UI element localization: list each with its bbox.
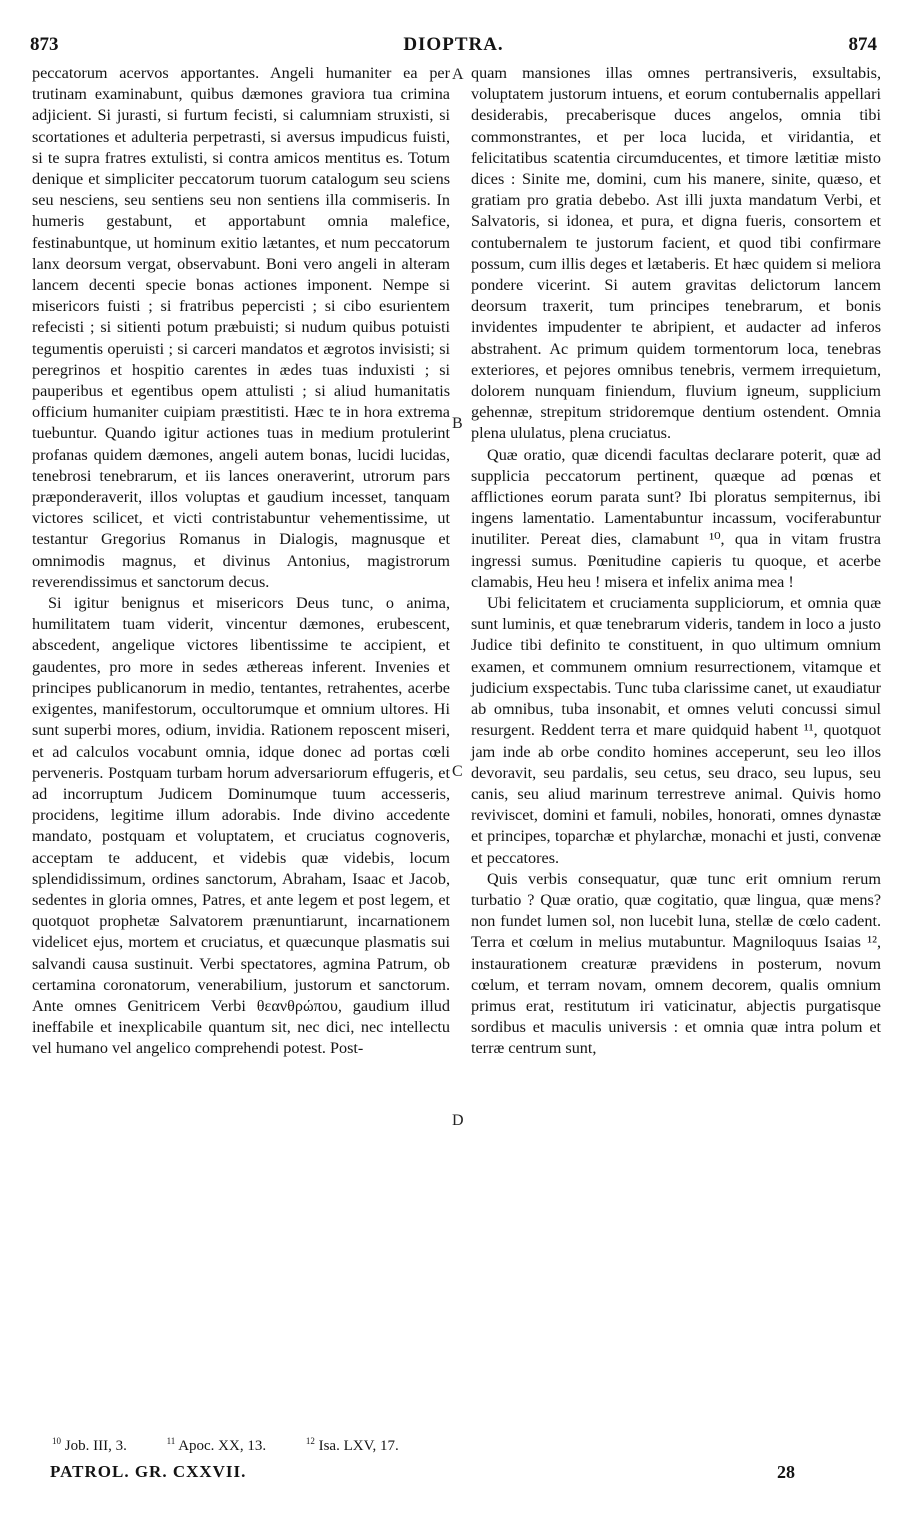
paragraph: Ubi felicitatem et cruciamenta suppliciorum, et omnia quæ sunt luminis, et quæ tenebrarum videris, tandem in loco a justo Judice tibi definito te constituent, in quo ultimum omnium examen, et communem omnium resurrectionem, vitamque et judicium exspectabis. Tunc tuba clarissime canet, ut exaudiatur ab omnibus, tuba insonabit, et omnes veluti concussi simul resurgent. Reddent terra et mare quidquid habent ¹¹, quotquot jam inde ab orbe condito homines acceperunt, seu leo illos devoravit, seu pardalis, seu cetus, seu draco, seu lupus, seu canis, seu aliud marinum terrestreve animal. Quivis homo reviviscet, domini et famuli, nobiles, honorati, omnes dynastæ et principes, toparchæ et phylarchæ, monachi et justi, convenæ et peccatores. (471, 594, 881, 867)
paragraph: Quæ oratio, quæ dicendi facultas declarare poterit, quæ ad supplicia peccatorum pertinent, quæque ad pœnas et afflictiones eorum parata sunt? Ibi ploratus sempiternus, ibi ingens lamentatio. Lamentabuntur incassum, vociferabuntur inutiliter. Pereat dies, clamabunt ¹⁰, qua in vitam frustra ingressi sumus. Pœnitudine capieris tu quoque, et acerbe clamabis, Heu heu ! misera et infelix anima mea ! (471, 445, 881, 591)
footnote (306, 1438, 417, 1454)
footnote-number: 11 (166, 1436, 176, 1446)
page-number-right: 874 (848, 34, 877, 55)
paragraph: quam mansiones illas omnes pertransiveris, exsultabis, voluptatem justorum intuens, et eorum contubernalis appellari desiderabis, precaberisque duces angelos, omnia tibi commonstrantes, et per loca lucida, et viridantia, et felicitatibus scatentia circumducentes, et timore lætitiæ misto dices : Sinite me, domini, cum his manere, sinite, quæso, et gratiam pro gratia debebo. Ast illi juxta mandatum Verbi, et Salvatoris, si idonea, et pura, et digna fueris, consortem et contubernalem te justorum facient, et quod tibi confirmare possum, cum illis deges et lætaberis. Et hæc quidem si meliora pondere vicerint. Si autem gravitas delictorum lancem deorsum traxerit, tum principes tenebrarum, et bonis invidentes impudenter te abripient, et audacter ad inferos abstrahent. Ac primum quidem tormentorum loca, tenebras exteriores, et pejores omnibus tenebris, vermem irrequietum, dolorem nunquam finiendum, fluvium igneum, supplicium gehennæ, strepitum stridoremque dentium ostendent. Omnia plena ululatus, plena cruciatus. (471, 64, 881, 443)
footnotes (52, 1436, 435, 1455)
paragraph: Quis verbis consequatur, quæ tunc erit omnium rerum turbatio ? Quæ oratio, quæ cogitatio, quæ lingua, quæ mens? non fundet lumen sol, non lucebit luna, stellæ de cœlo cadent. Terra et cœlum in melius mutabuntur. Magniloquus Isaias ¹², instaurationem creaturæ prævidens in posterum, novum cœlum, et terram novam, omnem decorem, qualis omnium primus erat, restitutum iri vaticinatur, abjectis purgatisque sordibus et maculis universis : et omnia quæ intra polum et terræ centrum sunt, (471, 869, 881, 1058)
section-marker-b: B (452, 415, 463, 432)
footnote-number: 12 (305, 1436, 315, 1446)
printer-signature: PATROL. GR. CXXVII. (50, 1462, 247, 1481)
sheet-number: 28 (777, 1462, 795, 1482)
footnote-text: Apoc. XX, 13. (178, 1438, 267, 1454)
page-header (30, 30, 877, 60)
running-title: DIOPTRA. (403, 34, 504, 55)
footnote-number: 10 (52, 1436, 61, 1446)
section-marker-c: C (452, 763, 463, 780)
footnote-text: Job. III, 3. (64, 1438, 127, 1454)
right-column (471, 63, 881, 1060)
page-number-left: 873 (30, 34, 59, 55)
paragraph: Si igitur benignus et misericors Deus tunc, o anima, humilitatem tuam viderit, vincentur dæmones, erubescent, abscedent, angelique victores libentissime te accipient, et gaudentes, pro more in sedes æthereas inferent. Invenies et principes publicanorum in medio, tentantes, retrahentes, acerbe exigentes, manifestorum, occultorumque et omnium ultores. Hi sunt superbi mores, odium, invidia. Rationem reposcent miseri, et ad calculos vocabunt omnia, idque donec ad portas cœli perveneris. Postquam turbam horum adversariorum effugeris, et ad incorruptum Judicem Dominumque tuum accesseris, procidens, legitime illum adorabis. Inde divino accedente mandato, postquam et voluptatem, et cruciatus cognoveris, acceptam te adducent, et videbis quæ videbis, locum splendidissimum, ordines sanctorum, Abraham, Isaac et Jacob, sedentes in gloria omnes, Patres, et ante legem et post legem, et quotquot prophetæ Salvatorem prænuntiarunt, incarnationem videlicet ejus, mortem et cruciatus, et quæcunque plasmatis sui salvandi causa sustinuit. Verbi spectatores, agmina Patrum, ob certamina coronatorum, venerabilium, justorum et sanctorum. Ante omnes Genitricem Verbi θεανθρώπου, gaudium illud ineffabile et inexplicabile quantum sit, nec dici, nec intellectu vel humano vel angelico comprehendi potest. Post- (32, 594, 450, 1058)
footnote-text: Isa. LXV, 17. (318, 1438, 399, 1454)
footnote (52, 1438, 145, 1454)
section-marker-a: A (452, 66, 464, 83)
paragraph: peccatorum acervos apportantes. Angeli humaniter ea per trutinam examinabunt, quibus dæmones graviora tua crimina adjicient. Si jurasti, si furtum fecisti, si calumniam struxisti, si scortationes et adulteria perpetrasti, si aversus impudicus fuisti, si te supra fratres extulisti, si contra amicos mentitus es. Totum denique et simpliciter peccatorum tuorum catalogum seu sciens seu nesciens, seu sentiens seu non sentiens illa commiseris. In humeris gestabunt, et apportabunt omnia malefice, festinabuntque, ut hominum exitio lætantes, et num peccatorum lanx deorsum vergat, observabunt. Boni vero angeli in alteram lancem decenti specie bonas actiones imponent. Nempe si misericors fuisti ; si fratribus pepercisti ; si cibo esurientem refecisti ; si sitienti potum præbuisti; si nudum quibus potuisti tegumentis operuisti ; si carceri mandatos et ægrotos invisisti; si peregrinos et hospitio carentes in ædes tuas induxisti ; si pauperibus et egentibus opem attulisti ; si aliud humanitatis officium humaniter cuipiam præstitisti. Hæc te in hora extrema tuebuntur. Quando igitur actiones tuas in medium protulerint profanas quidem dæmones, angeli autem bonas, lucidi lucidas, tenebrosi tenebrarum, et iis lances oneraverint, utrorum pars præponderaverit, illos voluptas et gaudium incesset, tanquam victores scilicet, et victi contristabuntur vehementissime, ut testantur Gregorius Romanus in Dialogis, magnusque et omnimodis magnus, et divinus Antonius, magistrorum reverendissimus et sanctorum decus. (32, 64, 450, 591)
footnote (167, 1438, 285, 1454)
section-marker-d: D (452, 1112, 464, 1129)
left-column (32, 63, 450, 1060)
